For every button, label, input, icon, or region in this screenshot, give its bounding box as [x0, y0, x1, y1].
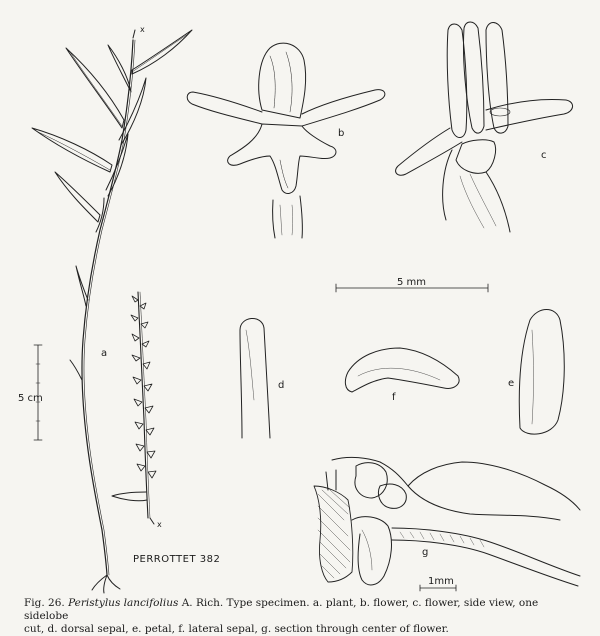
lateral-sepal-f-drawing: [345, 348, 459, 392]
label-f: f: [392, 392, 396, 403]
cut-mark-top: x: [140, 25, 145, 34]
scale-bars: [34, 284, 488, 591]
label-b: b: [338, 128, 345, 139]
flower-c-drawing: [396, 22, 573, 232]
plant-a-drawing: [32, 30, 192, 593]
scale-label-5cm: 5 cm: [18, 393, 43, 404]
caption-species: Peristylus lancifolius: [68, 597, 179, 609]
label-d: d: [278, 380, 285, 391]
label-g: g: [422, 547, 429, 558]
caption-line-1-rest: A. Rich. Type specimen. a. plant, b. flower, c. flower, side view, one sidelobe: [24, 597, 539, 622]
caption-fig-no: Fig. 26.: [24, 597, 65, 609]
petal-e-drawing: [519, 310, 564, 435]
caption-line-2: cut, d. dorsal sepal, e. petal, f. lateral sepal, g. section through center of flower.: [24, 623, 449, 635]
label-a: a: [101, 348, 108, 359]
dorsal-sepal-d-drawing: [240, 318, 270, 438]
inflorescence-drawing: [112, 292, 156, 524]
label-c: c: [541, 150, 547, 161]
section-g-drawing: [314, 457, 580, 586]
figure-caption: [24, 597, 584, 636]
caption-line-1: [24, 597, 584, 623]
flower-b-drawing: [187, 43, 385, 238]
scale-label-1mm: 1mm: [428, 576, 454, 587]
collector-label: PERROTTET 382: [133, 554, 221, 565]
label-e: e: [508, 378, 515, 389]
cut-mark-bottom: x: [157, 520, 162, 529]
scale-label-5mm: 5 mm: [397, 277, 427, 288]
